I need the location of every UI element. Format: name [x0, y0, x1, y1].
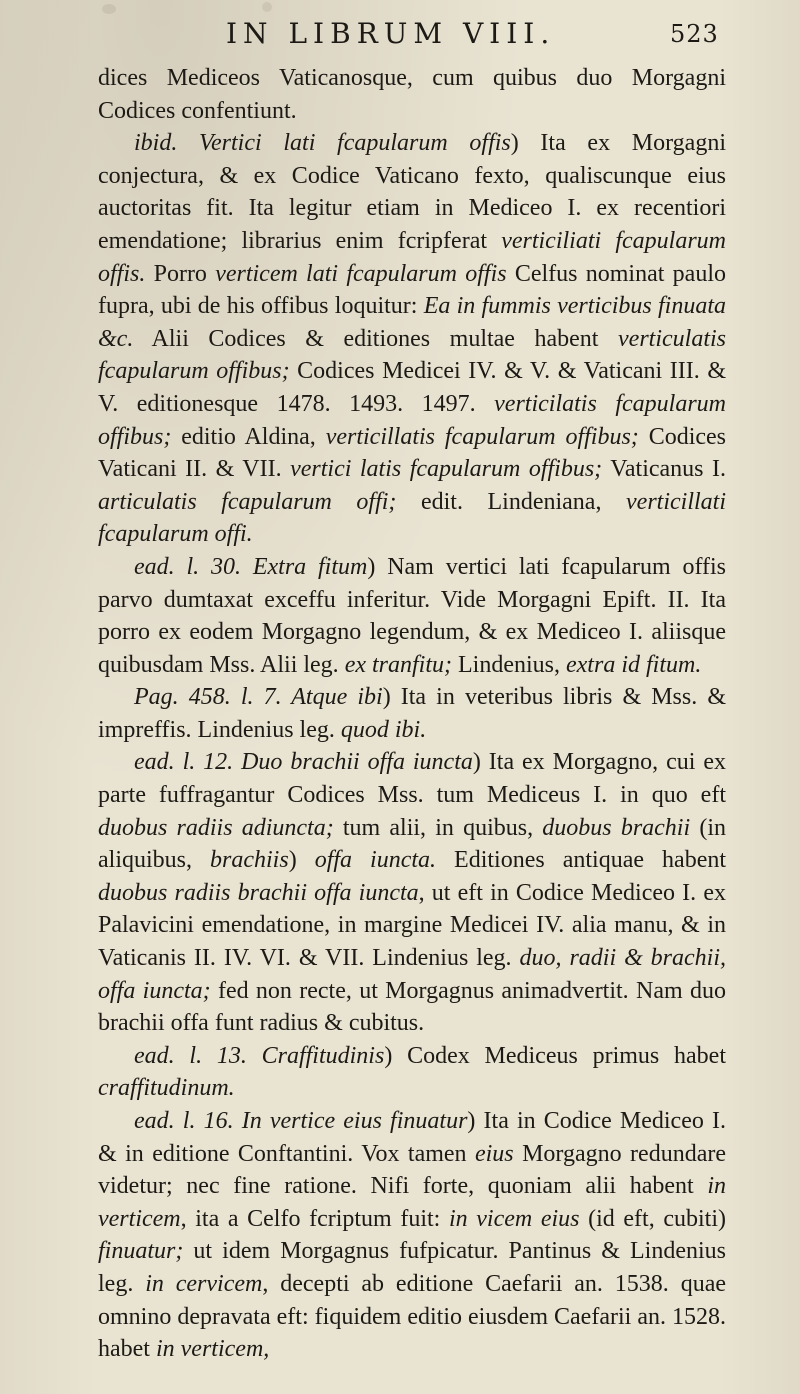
text-segment: (id eft, cubiti) — [579, 1205, 726, 1232]
italic-text-segment: in cervicem — [145, 1270, 263, 1297]
italic-text-segment: verticillatis fcapularum offibus; — [325, 423, 639, 450]
italic-text-segment: in vicem eius — [448, 1205, 580, 1232]
italic-text-segment: articulatis fcapularum offi; — [98, 488, 397, 515]
italic-text-segment: craffitudinum. — [98, 1075, 235, 1102]
italic-text-segment: brachiis — [210, 847, 289, 874]
text-segment: ut idem Morgagnus fufpicatur. Pantinus & Lindenius leg. — [98, 1238, 726, 1297]
text-segment: fed non recte, ut Morgagnus animadvertit. Nam duo brachii offa funt radius & cubitus. — [98, 977, 726, 1037]
italic-text-segment: verticillati fcapularum offi. — [98, 488, 726, 548]
italic-text-segment: verticem lati fcapularum offis — [215, 260, 507, 287]
text-segment: tum alii, in quibus, — [333, 814, 543, 841]
italic-text-segment: duo, radii & brachii, offa iuncta; — [98, 945, 727, 1004]
text-segment: ) Ita in Codice Mediceo I. & in editione Conftantini. Vox tamen — [98, 1108, 726, 1167]
text-segment: , ut eft in Codice Mediceo I. ex Palavicini emendatione, in margine Medicei IV. alia manu, & in Vaticanis II. IV. VI. & VII. Lindenius leg. — [98, 879, 726, 972]
continued-paragraph — [98, 62, 726, 127]
text-segment: Codices Medicei IV. & V. & Vaticani III. & V. editionesque 1478. 1493. 1497. — [98, 358, 727, 417]
italic-text-segment: in verticem, — [155, 1336, 270, 1363]
italic-text-segment: verticilatis fcapularum offibus; — [98, 390, 726, 450]
text-segment: Alii Codices & editiones multae habent — [133, 325, 619, 352]
italic-text-segment: in verticem — [98, 1173, 726, 1232]
text-segment: editio Aldina, — [171, 423, 326, 450]
text-segment: ) Ita in veteribus libris & Mss. & impreffis. Lindenius leg. — [98, 684, 726, 743]
italic-text-segment: ead. l. 16. In vertice eius finuatur — [134, 1108, 468, 1134]
page-number: 523 — [670, 20, 719, 48]
commentary-note — [98, 1040, 726, 1105]
italic-text-segment: verticulatis fcapularum offibus; — [98, 325, 726, 385]
commentary-note — [98, 1105, 726, 1366]
italic-text-segment: duobus brachii — [542, 814, 691, 841]
text-segment: Vaticanus I. — [602, 456, 726, 483]
italic-text-segment: finuatur; — [98, 1238, 184, 1265]
commentary-note — [98, 746, 726, 1039]
text-segment: edit. Lindeniana, — [396, 488, 627, 515]
italic-text-segment: duobus radiis adiuncta; — [98, 814, 334, 841]
italic-text-segment: Ea in fummis verticibus finuata &c. — [98, 293, 726, 352]
text-segment: dices Mediceos Vaticanosque, cum quibus duo Morgagni Codices confentiunt. — [98, 65, 726, 124]
text-segment: Porro — [145, 260, 216, 287]
italic-text-segment: ibid. Vertici lati fcapularum offis — [134, 130, 511, 157]
text-segment: Celfus nominat paulo fupra, ubi de his offibus loquitur: — [98, 260, 726, 320]
text-segment: Lindenius, — [452, 651, 566, 678]
running-head — [226, 12, 726, 56]
paper-stain — [262, 2, 272, 12]
text-segment: ) — [288, 847, 315, 874]
italic-text-segment: duobus radiis brachii offa iuncta — [98, 879, 419, 906]
italic-text-segment: ead. l. 13. Craffitudinis — [134, 1042, 385, 1069]
text-segment: ) Ita ex Morgagno, cui ex parte fuffragantur Codices Mss. tum Mediceus I. in quo eft — [98, 749, 726, 809]
italic-text-segment: offa iuncta. — [314, 847, 437, 874]
italic-text-segment: ex tranfitu; — [344, 651, 452, 678]
text-segment: ) Codex Mediceus primus habet — [384, 1042, 726, 1069]
italic-text-segment: quod ibi. — [340, 716, 427, 743]
commentary-note — [98, 681, 726, 746]
text-segment: , decepti ab editione Caefarii an. 1538. quae omnino depravata eft: fiquidem editio eiusdem Caefarii an. 1528. habet — [98, 1270, 726, 1363]
italic-text-segment: ead. l. 12. Duo brachii offa iuncta — [134, 749, 473, 776]
commentary-note — [98, 127, 726, 551]
text-segment: Morgagno redundare videtur; nec fine ratione. Nifi forte, quoniam alii habent — [98, 1140, 726, 1200]
italic-text-segment: ead. l. 30. Extra fitum — [134, 553, 368, 580]
text-segment: Codices Vaticani II. & VII. — [98, 423, 727, 483]
italic-text-segment: vertici latis fcapularum offibus; — [290, 456, 603, 483]
text-segment: ) Ita ex Morgagni conjectura, & ex Codice Vaticano fexto, qualiscunque eius auctoritas fit. Ita legitur etiam in Mediceo I. ex recentiori emendatione; librarius enim fcripferat — [98, 130, 726, 254]
italic-text-segment: Pag. 458. l. 7. Atque ibi — [134, 684, 383, 711]
text-segment: Editiones antiquae habent — [436, 847, 727, 874]
italic-text-segment: verticiliati fcapularum offis. — [98, 227, 726, 287]
running-head-title: IN LIBRUM VIII. — [226, 17, 556, 50]
commentary-note — [98, 551, 726, 681]
italic-text-segment: extra id fitum. — [566, 651, 702, 678]
paper-stain — [102, 4, 116, 14]
italic-text-segment: eius — [474, 1140, 514, 1167]
text-segment: (in aliquibus, — [98, 814, 726, 874]
text-segment: , ita a Celfo fcriptum fuit: — [180, 1205, 449, 1232]
text-segment: ) Nam vertici lati fcapularum offis parvo dumtaxat exceffu inferitur. Vide Morgagni Epift. II. Ita porro ex eodem Morgagno legendum, & ex Mediceo I. aliisque quibusdam Mss. Alii leg. — [98, 553, 727, 678]
commentary-text — [98, 62, 726, 1366]
